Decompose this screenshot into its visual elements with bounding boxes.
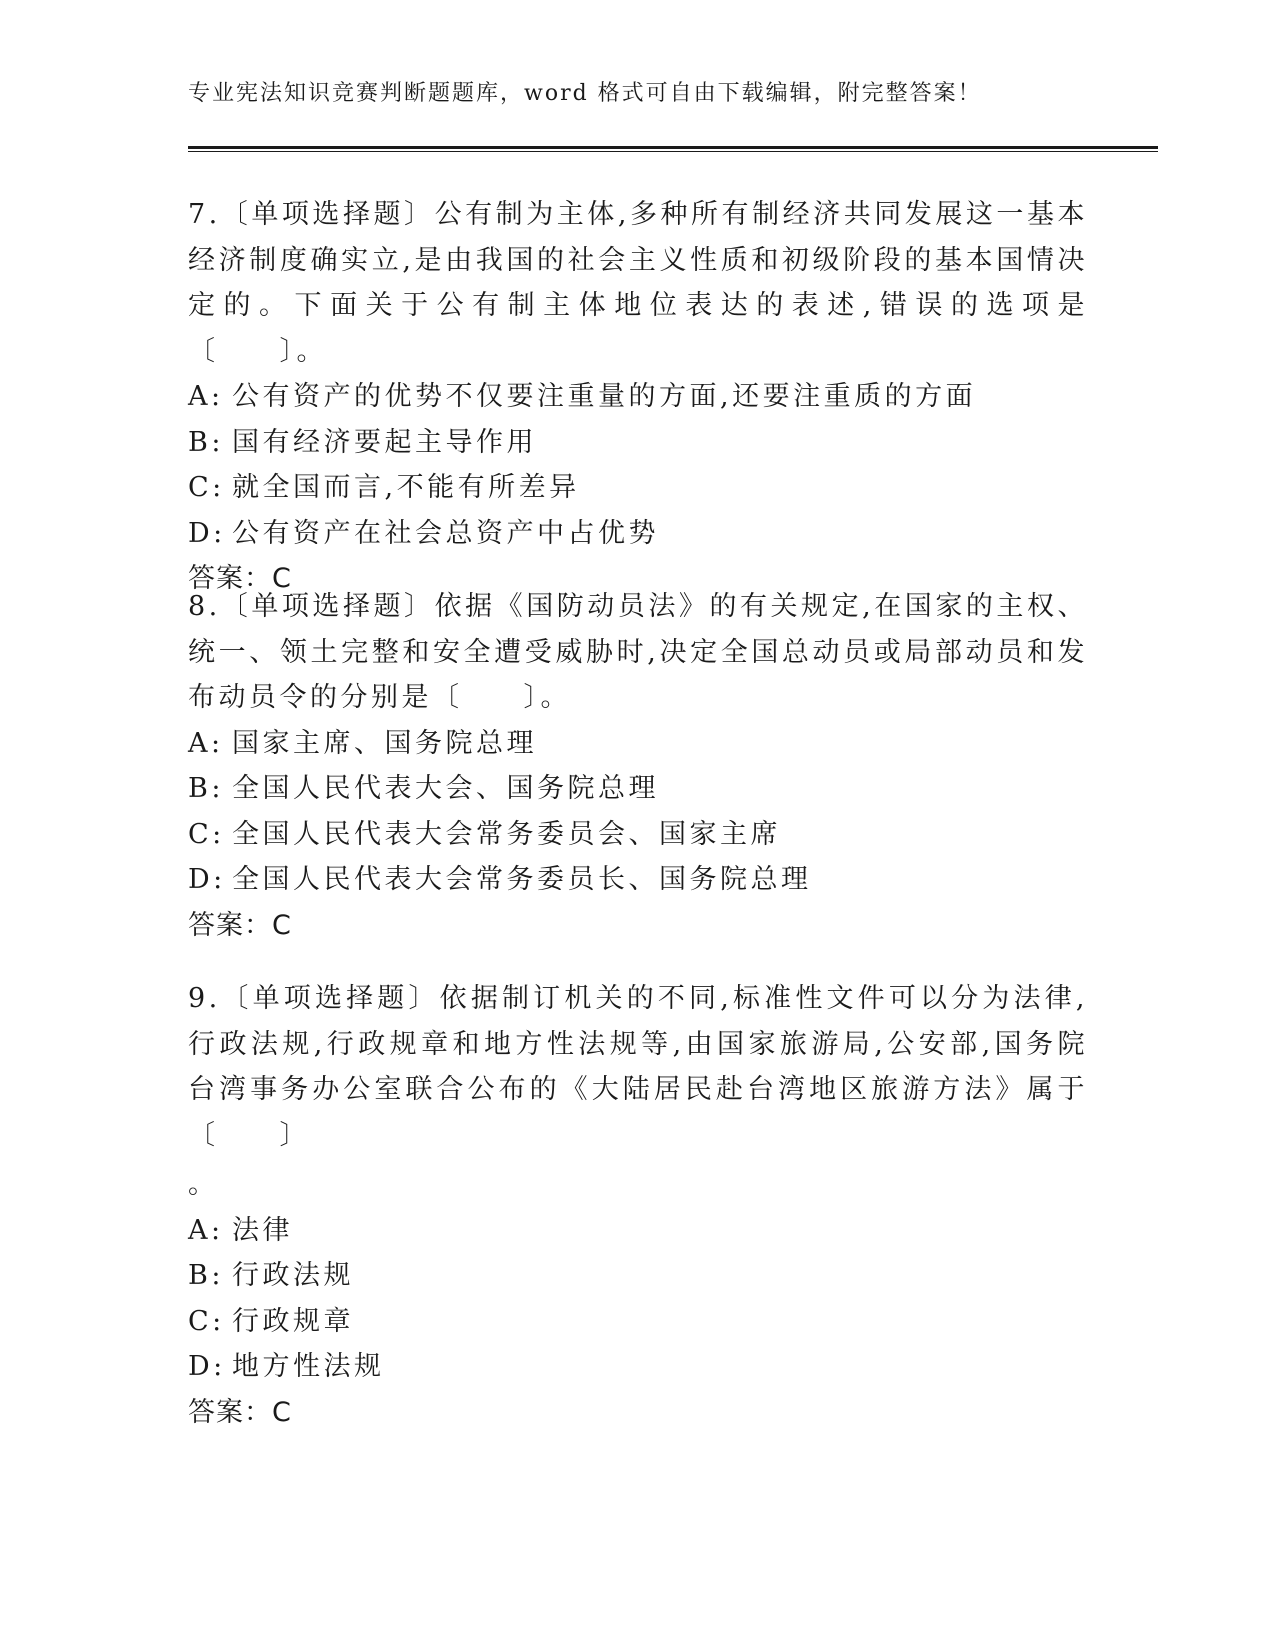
question-stem: 9.〔单项选择题〕依据制订机关的不同,标准性文件可以分为法律,行政法规,行政规章和地方性法规等,由国家旅游局,公安部,国务院台湾事务办公室联合公布的《大陆居民赴台湾地区旅游方法》属于〔 〕	[188, 983, 1088, 1151]
question-9	[188, 976, 1088, 1435]
option-letter: D:	[188, 864, 226, 895]
option-letter: D:	[188, 517, 226, 549]
option-d	[188, 511, 1088, 557]
answer-line: 答案：C	[188, 563, 292, 594]
option-letter: B:	[188, 1260, 224, 1291]
header-rule-thin	[188, 151, 1158, 152]
question-stem-tail: 。	[188, 1169, 219, 1200]
page-header: 专业宪法知识竞赛判断题题库，word 格式可自由下载编辑，附完整答案！	[188, 81, 982, 106]
option-letter: B:	[188, 426, 224, 458]
question-stem: 8.〔单项选择题〕依据《国防动员法》的有关规定,在国家的主权、统一、领土完整和安全遭受威胁时,决定全国总动员或局部动员和发布动员令的分别是〔 〕。	[188, 591, 1088, 713]
option-text: 国家主席、国务院总理	[232, 727, 537, 759]
answer-line: 答案：C	[188, 1396, 292, 1428]
option-c	[188, 1299, 1088, 1345]
header-rule-thick	[188, 146, 1158, 149]
option-letter: A:	[188, 1214, 224, 1246]
option-text: 行政法规	[232, 1260, 354, 1291]
option-letter: C:	[188, 818, 225, 850]
option-letter: B:	[188, 773, 224, 804]
option-text: 公有资产的优势不仅要注重量的方面,还要注重质的方面	[232, 381, 977, 412]
option-b	[188, 1253, 1088, 1299]
question-8	[188, 584, 1088, 948]
option-text: 全国人民代表大会、国务院总理	[232, 773, 659, 804]
option-b	[188, 420, 1088, 466]
option-c	[188, 812, 1088, 858]
option-text: 法律	[232, 1214, 293, 1246]
option-text: 公有资产在社会总资产中占优势	[232, 517, 659, 549]
option-text: 行政规章	[232, 1305, 354, 1337]
answer-line: 答案：C	[188, 909, 292, 941]
option-b	[188, 766, 1088, 812]
option-d	[188, 857, 1088, 903]
option-letter: D:	[188, 1351, 226, 1382]
option-letter: A:	[188, 381, 224, 412]
option-text: 全国人民代表大会常务委员会、国家主席	[232, 818, 781, 850]
question-stem: 7.〔单项选择题〕公有制为主体,多种所有制经济共同发展这一基本经济制度确实立,是由我国的社会主义性质和初级阶段的基本国情决定的。下面关于公有制主体地位表达的表述,错误的选项是〔 〕。	[188, 199, 1088, 367]
question-7	[188, 192, 1088, 602]
option-letter: C:	[188, 472, 225, 503]
option-text: 就全国而言,不能有所差异	[232, 472, 580, 503]
option-d	[188, 1344, 1088, 1390]
option-c	[188, 465, 1088, 511]
option-text: 全国人民代表大会常务委员长、国务院总理	[232, 864, 812, 895]
option-a	[188, 1208, 1088, 1254]
option-letter: C:	[188, 1305, 225, 1337]
option-a	[188, 721, 1088, 767]
option-text: 国有经济要起主导作用	[232, 426, 537, 458]
option-text: 地方性法规	[232, 1351, 385, 1382]
option-letter: A:	[188, 727, 224, 759]
option-a	[188, 374, 1088, 420]
